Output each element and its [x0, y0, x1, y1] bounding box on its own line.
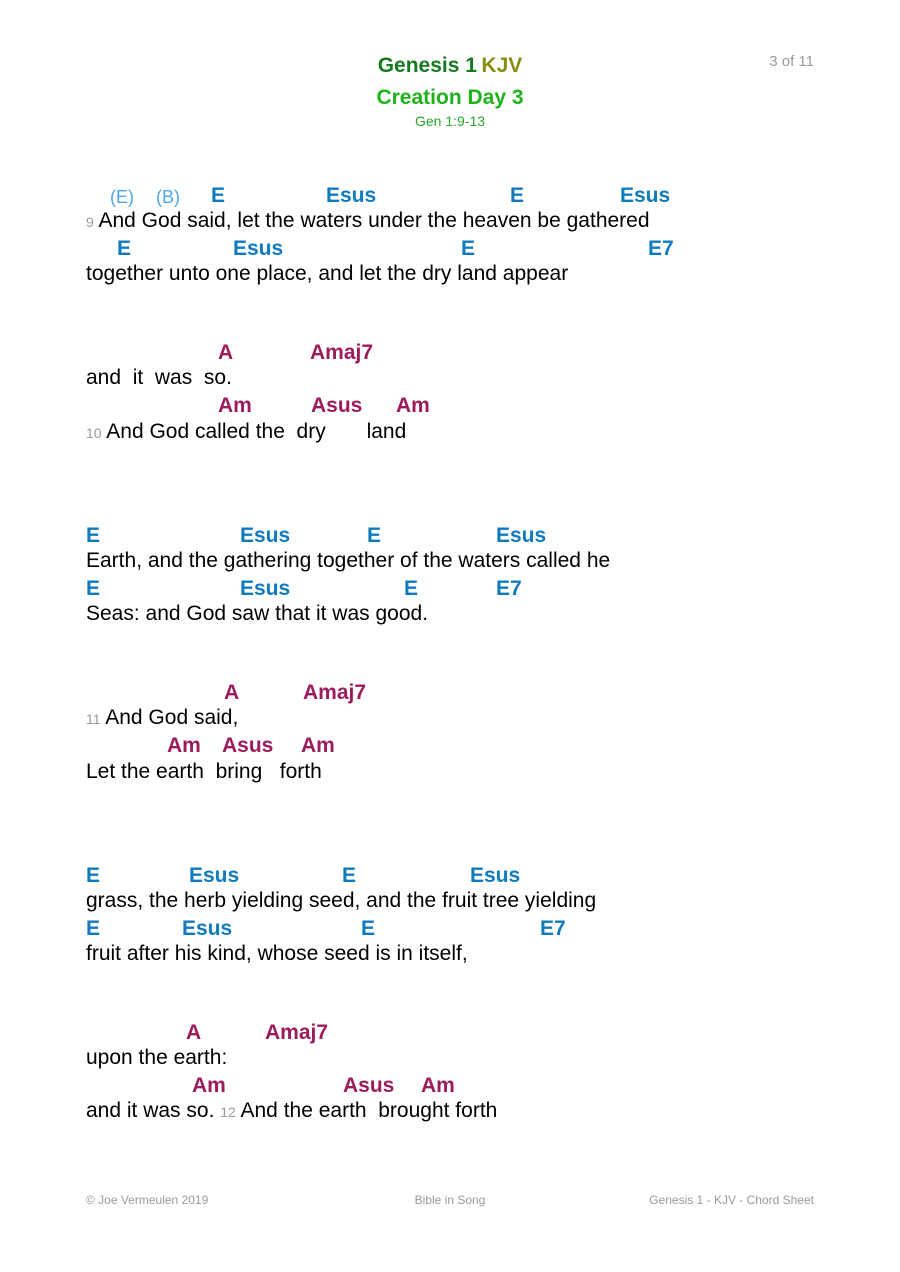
chord: A	[218, 341, 234, 364]
chord: Asus	[343, 1074, 395, 1097]
chord: Am	[192, 1074, 226, 1097]
lyric-line	[86, 1099, 497, 1123]
chord: E7	[496, 577, 522, 600]
lyric-line	[86, 366, 232, 390]
chord: Amaj7	[303, 681, 367, 704]
chord: Asus	[222, 734, 274, 757]
verse-number: 9	[86, 214, 94, 230]
lyric-text: And the earth brought forth	[235, 1099, 498, 1122]
chord: E	[211, 184, 226, 207]
chord: E	[86, 577, 101, 600]
chord: Am	[301, 734, 335, 757]
verse-number: 10	[86, 425, 102, 441]
lyric-text: Let the earth bring forth	[86, 760, 322, 783]
lyric-line	[86, 706, 238, 730]
chord: E	[404, 577, 419, 600]
chord: E	[461, 237, 476, 260]
footer-copyright: © Joe Vermeulen 2019	[86, 1193, 209, 1207]
lyric-text: grass, the herb yielding seed, and the fruit tree yielding	[86, 889, 597, 912]
lyric-text: together unto one place, and let the dry land appear	[86, 262, 569, 285]
chord: Asus	[311, 394, 363, 417]
lyric-line	[86, 549, 610, 573]
title-book: Genesis 1	[377, 54, 477, 77]
lyric-line	[86, 889, 596, 913]
lyric-text: upon the earth:	[86, 1046, 228, 1069]
page-title	[0, 54, 900, 78]
title-version: KJV	[481, 54, 523, 77]
chord: Esus	[233, 237, 284, 260]
chord: Esus	[470, 864, 521, 887]
chord: Amaj7	[310, 341, 374, 364]
lyric-line	[86, 602, 428, 626]
chord: Esus	[496, 524, 547, 547]
chord: E	[361, 917, 376, 940]
chord: Esus	[240, 577, 291, 600]
chord: Esus	[240, 524, 291, 547]
chord: E7	[648, 237, 674, 260]
verse-number: 12	[220, 1104, 236, 1120]
chord: Esus	[182, 917, 233, 940]
chord: Esus	[189, 864, 240, 887]
footer-document-title: Genesis 1 - KJV - Chord Sheet	[649, 1193, 814, 1207]
chord: E	[117, 237, 132, 260]
lyric-text: and it was so.	[86, 1099, 221, 1122]
chord: Am	[421, 1074, 455, 1097]
lyric-line	[86, 942, 468, 966]
chord: A	[186, 1021, 202, 1044]
chord: Esus	[620, 184, 671, 207]
chord: E	[510, 184, 525, 207]
lyric-text: and it was so.	[86, 366, 232, 389]
chord: E	[86, 864, 101, 887]
lyric-text: Earth, and the gathering together of the waters called he	[86, 549, 611, 572]
page-number: 3 of 11	[769, 53, 814, 70]
chord: (E)	[110, 187, 134, 207]
chord: Am	[218, 394, 252, 417]
chord: E	[86, 524, 101, 547]
lyric-text: fruit after his kind, whose seed is in itself,	[86, 942, 468, 965]
lyric-text: And God called the dry land	[106, 420, 407, 443]
chord: E	[342, 864, 357, 887]
chord: E	[367, 524, 382, 547]
lyric-line	[86, 209, 650, 233]
chord: Am	[167, 734, 201, 757]
lyric-text: And God said,	[105, 706, 239, 729]
page-subtitle: Creation Day 3	[376, 86, 524, 109]
chord: Esus	[326, 184, 377, 207]
lyric-line	[86, 420, 406, 444]
chord: A	[224, 681, 240, 704]
chord: Amaj7	[265, 1021, 329, 1044]
lyric-text: And God said, let the waters under the heaven be gathered	[98, 209, 650, 232]
chord: (B)	[156, 187, 180, 207]
chord: E7	[540, 917, 566, 940]
footer-series: Bible in Song	[414, 1193, 486, 1207]
lyric-line	[86, 760, 322, 784]
lyric-line	[86, 1046, 227, 1070]
chord: E	[86, 917, 101, 940]
lyric-text: Seas: and God saw that it was good.	[86, 602, 429, 625]
verse-number: 11	[86, 711, 101, 727]
chord: Am	[396, 394, 430, 417]
scripture-reference: Gen 1:9-13	[414, 113, 486, 129]
lyric-line	[86, 262, 568, 286]
